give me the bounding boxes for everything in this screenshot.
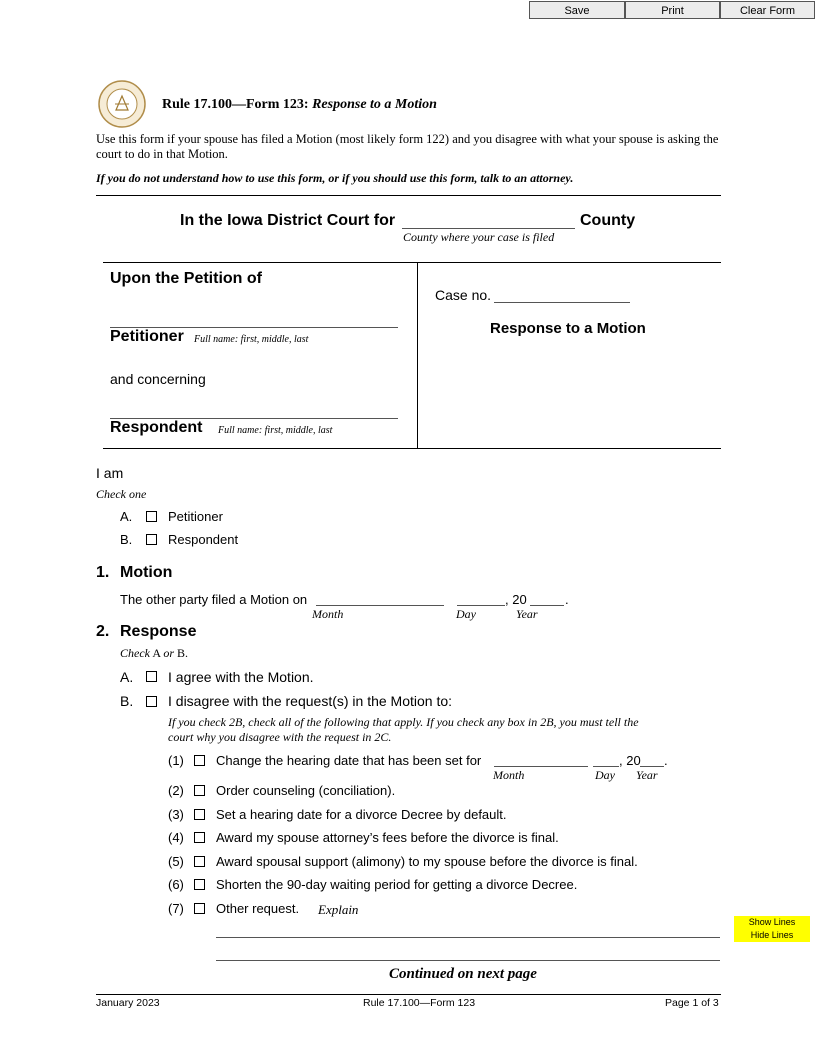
caption-divider (417, 262, 418, 448)
explain-line-1[interactable] (216, 937, 720, 938)
petitioner-checkbox[interactable] (146, 511, 157, 522)
respondent-option-label: Respondent (168, 532, 239, 547)
respondent-checkbox[interactable] (146, 534, 157, 545)
continued-note: Continued on next page (389, 966, 537, 982)
explain-hint: Explain (318, 902, 359, 917)
county-field[interactable] (402, 228, 575, 229)
hearing-day-field[interactable] (593, 766, 619, 767)
footer-divider (96, 994, 721, 995)
form-name: Response to a Motion (312, 97, 437, 112)
item-7-checkbox[interactable] (194, 903, 205, 914)
item-4-checkbox[interactable] (194, 832, 205, 843)
save-button[interactable]: Save (529, 1, 625, 19)
check-one-hint: Check one (96, 487, 147, 501)
item-1-checkbox[interactable] (194, 755, 205, 766)
check-a-or-b-hint: Check A or B. (120, 646, 189, 660)
divider (96, 195, 721, 196)
item-5-checkbox[interactable] (194, 856, 205, 867)
item-3-number: (3) (168, 807, 184, 822)
section-2-number: 2. (96, 623, 110, 640)
item-4-label: Award my spouse attorney’s fees before the divorce is final. (216, 830, 559, 845)
court-suffix: County (580, 212, 636, 229)
motion-date-text: The other party filed a Motion on (120, 592, 308, 607)
petitioner-hint: Full name: first, middle, last (194, 334, 309, 345)
attorney-note: If you do not understand how to use this form, or if you should use this form, talk to an attorney. (96, 171, 574, 185)
and-concerning-label: and concerning (110, 371, 206, 387)
item-7-number: (7) (168, 901, 184, 916)
item-5-number: (5) (168, 854, 184, 869)
section-2-title: Response (120, 623, 197, 640)
motion-comma-20: , 20 (505, 592, 527, 607)
hearing-month-field[interactable] (494, 766, 588, 767)
case-no-field[interactable] (494, 302, 630, 303)
show-lines-button[interactable]: Show Lines (734, 916, 810, 929)
footer-date: January 2023 (96, 997, 160, 1009)
item-2-number: (2) (168, 783, 184, 798)
court-prefix: In the Iowa District Court for (180, 212, 396, 229)
footer-form: Rule 17.100—Form 123 (363, 997, 476, 1009)
motion-day-field[interactable] (457, 605, 505, 606)
iowa-judicial-seal (98, 80, 146, 128)
section-1-number: 1. (96, 564, 110, 581)
hearing-comma-20: , 20 (619, 753, 641, 768)
case-no-label: Case no. (435, 287, 492, 303)
2b-instructions-line1: If you check 2B, check all of the following that apply. If you check any box in 2B, you must tell the (168, 715, 639, 729)
instructions-text: Use this form if your spouse has filed a Motion (most likely form 122) and you disagree with what your spouse is asking the court to do in that Motion. (96, 132, 719, 161)
form-title (162, 97, 437, 113)
petitioner-label: Petitioner (110, 328, 184, 345)
item-4-number: (4) (168, 830, 184, 845)
footer-page: Page 1 of 3 (665, 997, 719, 1009)
item-1-year-hint: Year (636, 768, 658, 782)
caption-bottom-border (103, 448, 721, 449)
item-2-label: Order counseling (conciliation). (216, 783, 396, 798)
option-b-letter: B. (120, 532, 133, 547)
item-6-number: (6) (168, 877, 184, 892)
item-3-checkbox[interactable] (194, 809, 205, 820)
item-3-label: Set a hearing date for a divorce Decree by default. (216, 807, 507, 822)
item-1-number: (1) (168, 753, 184, 768)
hearing-year-field[interactable] (640, 766, 664, 767)
disagree-label: I disagree with the request(s) in the Motion to: (168, 693, 453, 709)
agree-checkbox[interactable] (146, 671, 157, 682)
item-1-month-hint: Month (493, 768, 525, 782)
respondent-hint: Full name: first, middle, last (218, 425, 333, 436)
item-6-checkbox[interactable] (194, 879, 205, 890)
item-6-label: Shorten the 90-day waiting period for getting a divorce Decree. (216, 877, 578, 892)
response-b-letter: B. (120, 693, 134, 709)
explain-line-2[interactable] (216, 960, 720, 961)
day-hint: Day (456, 607, 476, 621)
section-1-title: Motion (120, 564, 173, 581)
agree-label: I agree with the Motion. (168, 669, 314, 685)
item-1-day-hint: Day (595, 768, 615, 782)
print-button[interactable]: Print (625, 1, 720, 19)
item-5-label: Award spousal support (alimony) to my spouse before the divorce is final. (216, 854, 638, 869)
clear-form-button[interactable]: Clear Form (720, 1, 815, 19)
rule-number: Rule 17.100—Form 123: (162, 97, 309, 112)
motion-year-field[interactable] (530, 605, 564, 606)
month-hint: Month (312, 607, 344, 621)
year-hint: Year (516, 607, 538, 621)
option-a-letter: A. (120, 509, 133, 524)
item-2-checkbox[interactable] (194, 785, 205, 796)
2b-instructions-line2: court why you disagree with the request in 2C. (168, 730, 392, 744)
response-a-letter: A. (120, 669, 134, 685)
i-am-label: I am (96, 465, 124, 481)
document-title: Response to a Motion (490, 320, 646, 337)
caption-top-border (103, 262, 721, 263)
respondent-label: Respondent (110, 419, 203, 436)
motion-month-field[interactable] (316, 605, 444, 606)
petitioner-option-label: Petitioner (168, 509, 223, 524)
county-hint: County where your case is filed (403, 230, 555, 244)
item-7-label: Other request. (216, 901, 300, 916)
disagree-checkbox[interactable] (146, 696, 157, 707)
item-1-label: Change the hearing date that has been set for (216, 753, 482, 768)
upon-petition-label: Upon the Petition of (110, 270, 262, 287)
hide-lines-button[interactable]: Hide Lines (734, 929, 810, 942)
